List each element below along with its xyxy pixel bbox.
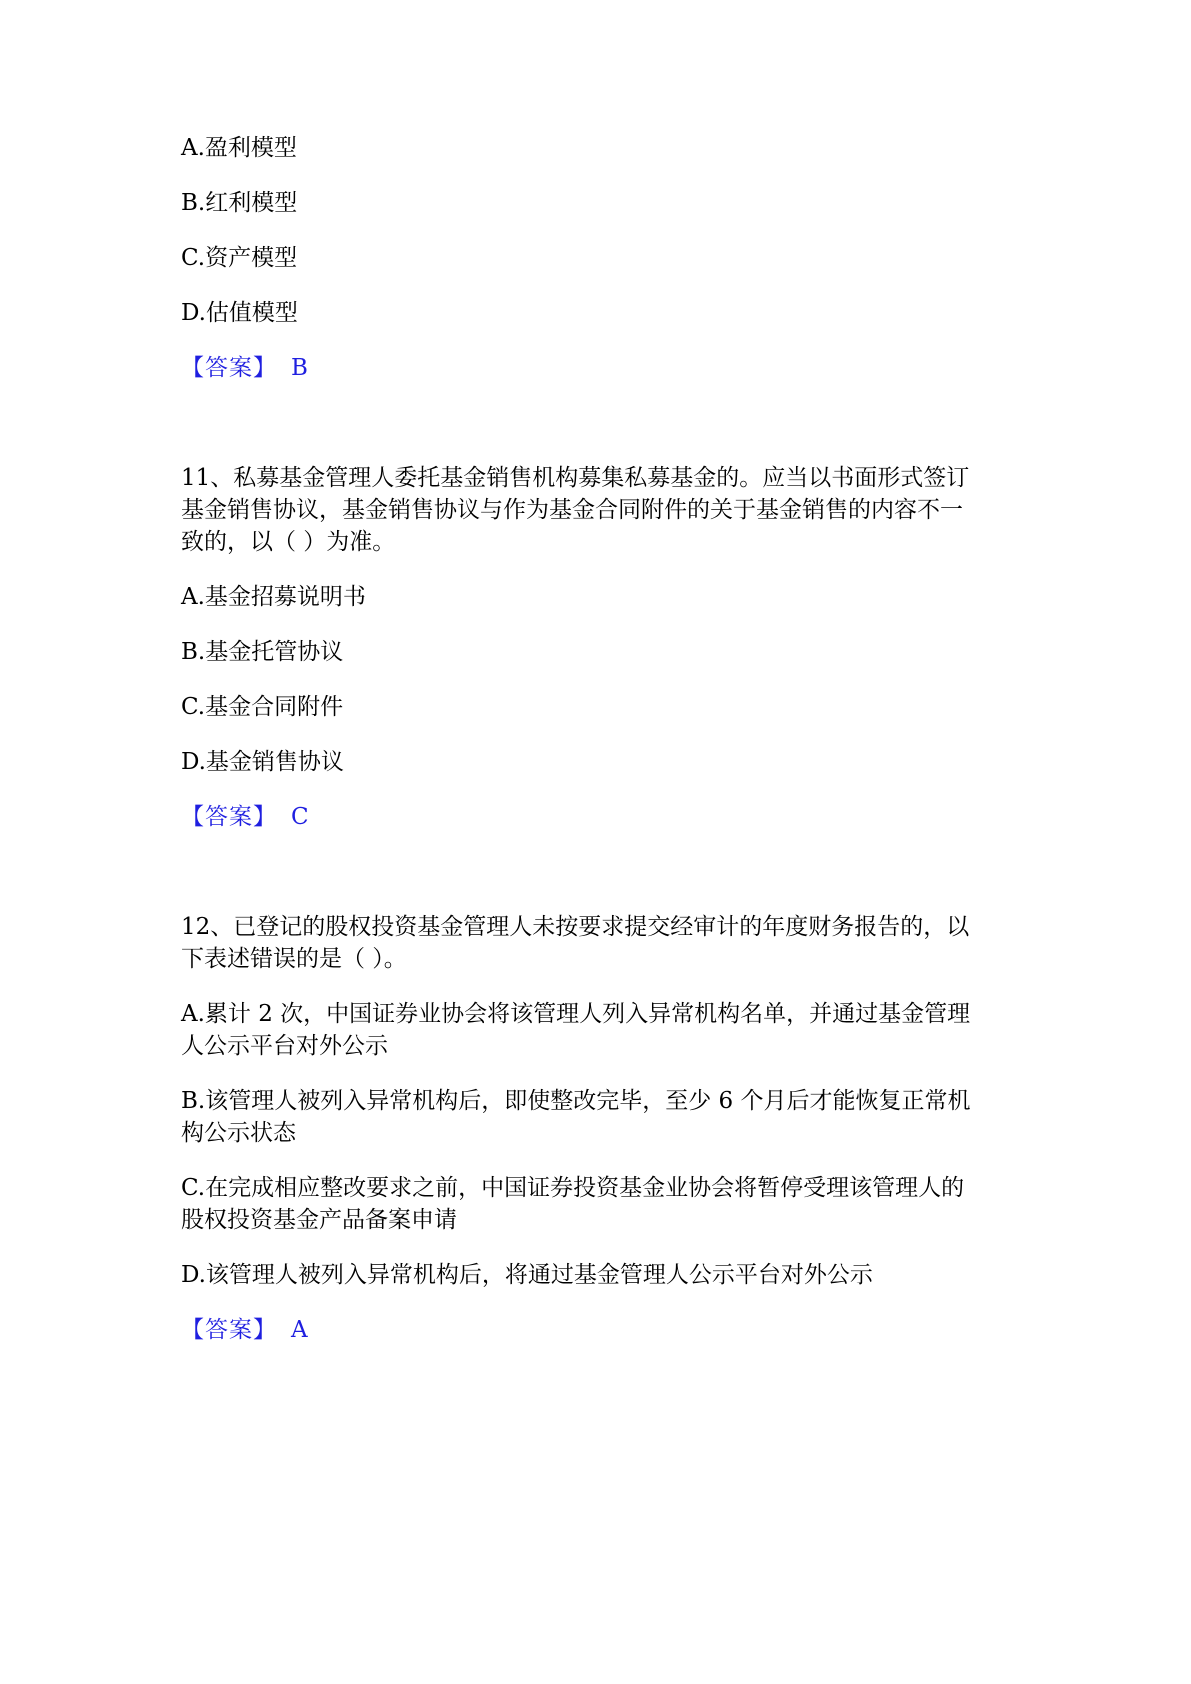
q12-option-b-line-2: 构公示状态	[181, 1120, 296, 1146]
q11-option-d: D.基金销售协议	[181, 749, 344, 775]
q11-option-b: B.基金托管协议	[181, 639, 344, 665]
answer-label: 【答案】	[181, 355, 277, 381]
q12-option-d: D.该管理人被列入异常机构后，将通过基金管理人公示平台对外公示	[181, 1262, 873, 1288]
answer-value: C	[291, 804, 309, 830]
question-12-line-1: 12、已登记的股权投资基金管理人未按要求提交经审计的年度财务报告的，以	[181, 914, 970, 940]
q11-option-c: C.基金合同附件	[181, 694, 344, 720]
answer-label: 【答案】	[181, 1317, 277, 1343]
option-d: D.估值模型	[181, 300, 298, 326]
q11-answer-line	[181, 802, 309, 832]
answer-label: 【答案】	[181, 804, 277, 830]
q12-option-c-line-1: C.在完成相应整改要求之前，中国证券投资基金业协会将暂停受理该管理人的	[181, 1175, 965, 1201]
q12-answer-line	[181, 1315, 308, 1345]
q12-option-c-line-2: 股权投资基金产品备案申请	[181, 1207, 457, 1233]
answer-value: A	[291, 1317, 308, 1343]
question-11-line-3: 致的，以（ ）为准。	[181, 529, 396, 555]
question-12-line-2: 下表述错误的是（ ）。	[181, 946, 407, 972]
q11-option-a: A.基金招募说明书	[181, 584, 366, 610]
option-a: A.盈利模型	[181, 135, 297, 161]
q12-option-a-line-2: 人公示平台对外公示	[181, 1033, 388, 1059]
question-11-line-2: 基金销售协议，基金销售协议与作为基金合同附件的关于基金销售的内容不一	[181, 497, 963, 523]
q12-option-a-line-1: A.累计 2 次，中国证券业协会将该管理人列入异常机构名单，并通过基金管理	[181, 1001, 971, 1027]
option-c: C.资产模型	[181, 245, 298, 271]
answer-line	[181, 353, 308, 383]
q12-option-b-line-1: B.该管理人被列入异常机构后，即使整改完毕，至少 6 个月后才能恢复正常机	[181, 1088, 971, 1114]
option-b: B.红利模型	[181, 190, 298, 216]
question-11-line-1: 11、私募基金管理人委托基金销售机构募集私募基金的。应当以书面形式签订	[181, 465, 970, 491]
answer-value: B	[291, 355, 308, 381]
